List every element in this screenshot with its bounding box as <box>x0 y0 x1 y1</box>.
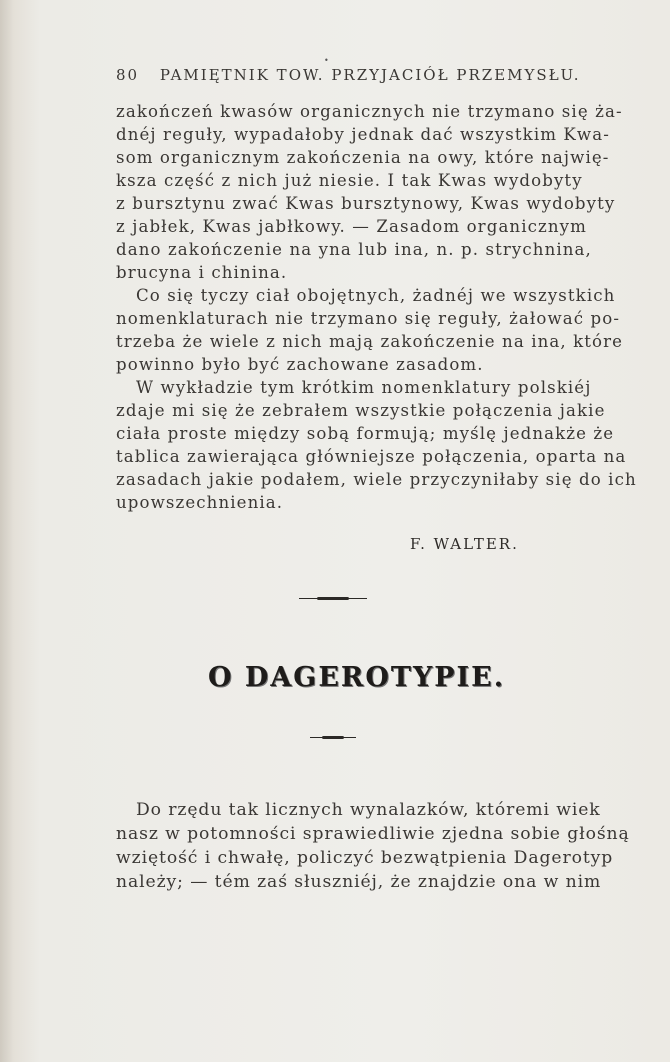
article-title: O DAGEROTYPIE. <box>208 662 506 693</box>
text-line: Do rzędu tak licznych wynalazków, któremi wiek <box>136 800 601 820</box>
text-line: ciała proste między sobą formują; myślę jednakże że <box>116 424 615 443</box>
text-line: z jabłek, Kwas jabłkowy. — Zasadom organicznym <box>116 217 587 236</box>
author-signature: F. WALTER. <box>410 535 519 553</box>
text-line: zasadach jakie podałem, wiele przyczyniłaby się do ich <box>116 470 637 489</box>
text-line: nomenklaturach nie trzymano się reguły, żałować po- <box>116 309 621 328</box>
page-number: 80 <box>116 66 140 84</box>
text-line: zdaje mi się że zebrałem wszystkie połączenia jakie <box>116 401 606 420</box>
text-line: powinno było być zachowane zasadom. <box>116 355 484 374</box>
article1-body <box>116 100 637 514</box>
running-header <box>116 66 581 84</box>
header-ornament-dot: • <box>324 56 329 65</box>
text-line: Co się tyczy ciał obojętnych, żadnéj we wszystkich <box>136 286 616 305</box>
text-line: brucyna i chinina. <box>116 263 288 282</box>
article2-body <box>116 798 630 894</box>
text-line: som organicznym zakończenia na owy, które najwię- <box>116 148 610 167</box>
text-line: wziętość i chwałę, policzyć bezwątpienia Dagerotyp <box>116 848 614 868</box>
text-line: tablica zawierająca główniejsze połączenia, oparta na <box>116 447 627 466</box>
text-line: z bursztynu zwać Kwas bursztynowy, Kwas wydobyty <box>116 194 616 213</box>
text-line: należy; — tém zaś słuszniéj, że znajdzie ona w nim <box>116 872 602 892</box>
running-title: PAMIĘTNIK TOW. PRZYJACIÓŁ PRZEMYSŁU. <box>159 66 581 84</box>
text-line: upowszechnienia. <box>116 493 284 512</box>
text-line: nasz w potomności sprawiedliwie zjedna sobie głośną <box>116 824 630 844</box>
text-line: dnéj reguły, wypadałoby jednak dać wszystkim Kwa- <box>116 125 610 144</box>
text-line: dano zakończenie na yna lub ina, n. p. strychnina, <box>116 240 592 259</box>
text-line: ksza część z nich już niesie. I tak Kwas wydobyty <box>116 171 583 190</box>
text-line: zakończeń kwasów organicznych nie trzymano się ża- <box>116 102 623 121</box>
title-divider <box>310 737 356 738</box>
text-line: W wykładzie tym krótkim nomenklatury polskiéj <box>136 378 592 397</box>
section-divider <box>299 598 367 599</box>
text-line: trzeba że wiele z nich mają zakończenie na ina, które <box>116 332 624 351</box>
